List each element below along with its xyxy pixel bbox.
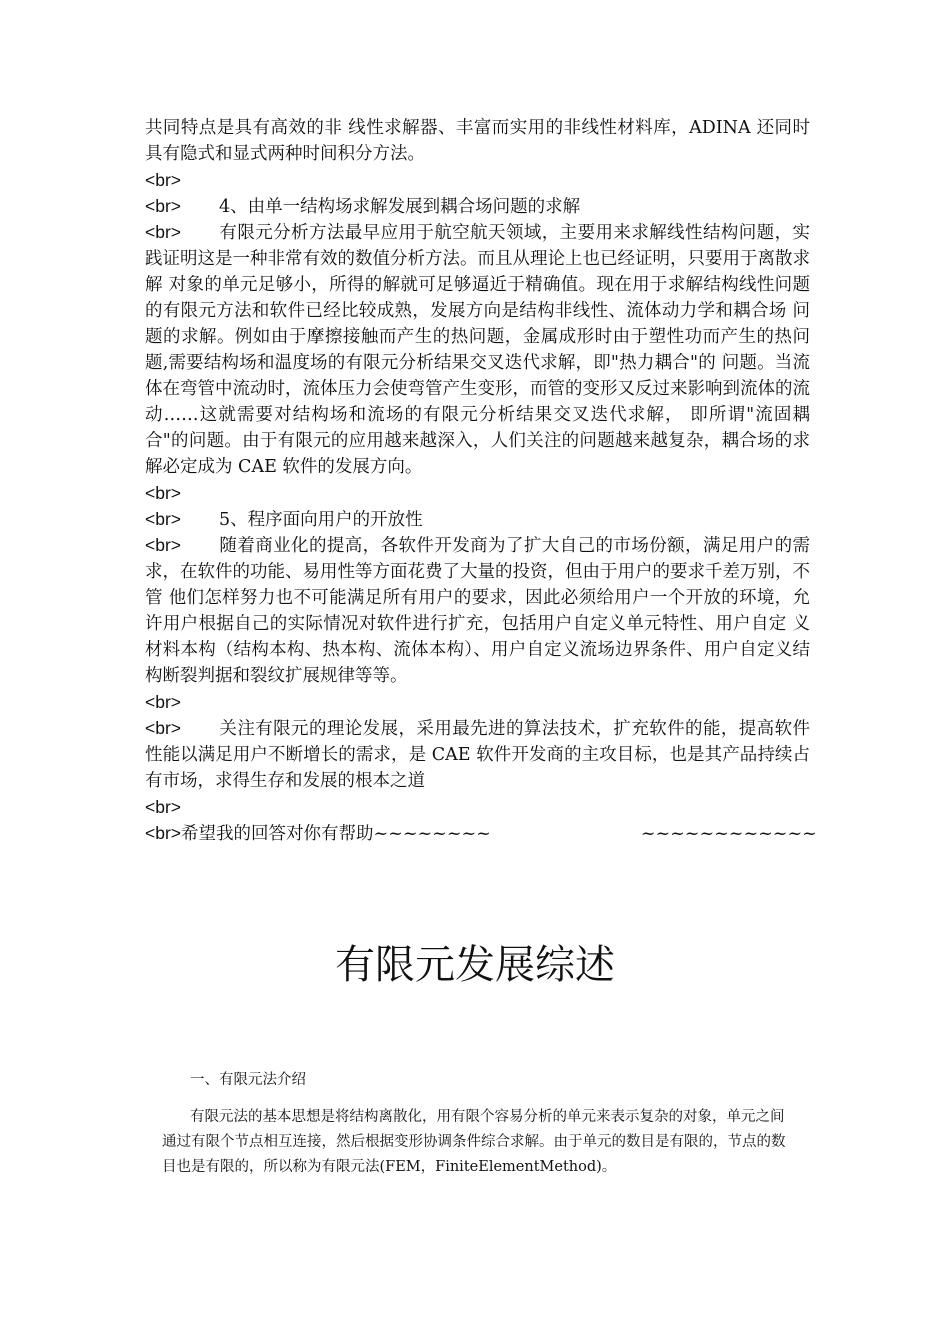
closing-body: 关注有限元的理论发展，采用最先进的算法技术，扩充软件的能，提高软件性能以满足用户不断增长的需求，是 CAE 软件开发商的主攻目标，也是其产品持续占有市场，求得生存和发展的根本之道	[145, 719, 810, 791]
br-line: <br>	[145, 797, 181, 817]
final-text-a: 希望我的回答对你有帮助~~~~~~~~	[181, 824, 491, 844]
item-4-title: 4、由单一结构场求解发展到耦合场问题的求解	[219, 197, 581, 217]
answer-text-block	[145, 115, 817, 846]
br-line: <br>	[145, 692, 181, 712]
document-title: 有限元发展综述	[335, 942, 615, 988]
final-text-b: ~~~~~~~~~~~~	[640, 824, 817, 844]
section-1-heading: 一、有限元法介绍	[190, 1072, 306, 1088]
item-5-paragraph: <br> 随着商业化的提高，各软件开发商为了扩大自己的市场份额，满足用户的需求，在软件的功能、易用性等方面花费了大量的投资，但由于用户的要求千差万别，不管 他们怎样努力也不可能满足所有用户的要求，因此必须给用户一个开放的环境，允许用户根据自己的实际情况对软件进行扩充，包括用户自定义单元特性、用户自定 义材料本构（结构本构、热本构、流体本构）、用户自定义流场边界条件、用户自定义结构断裂判据和裂纹扩展规律等等。	[145, 535, 810, 686]
closing-paragraph: <br> 关注有限元的理论发展，采用最先进的算法技术，扩充软件的能，提高软件性能以满足用户不断增长的需求，是 CAE 软件开发商的主攻目标，也是其产品持续占有市场，求得生存和发展的根本之道	[145, 718, 810, 791]
item-5-body: 随着商业化的提高，各软件开发商为了扩大自己的市场份额，满足用户的需求，在软件的功能、易用性等方面花费了大量的投资，但由于用户的要求千差万别，不管 他们怎样努力也不可能满足所有用户的要求，因此必须给用户一个开放的环境，允许用户根据自己的实际情况对软件进行扩充，包括用户自定义单元特性、用户自定 义材料本构（结构本构、热本构、流体本构）、用户自定义流场边界条件、用户自定义结构断裂判据和裂纹扩展规律等等。	[145, 536, 810, 686]
paragraph-intro: 共同特点是具有高效的非 线性求解器、丰富而实用的非线性材料库，ADINA 还同时具有隐式和显式两种时间积分方法。	[145, 118, 810, 164]
item-5-title: 5、程序面向用户的开放性	[219, 510, 423, 530]
item-4-paragraph: <br> 有限元分析方法最早应用于航空航天领域，主要用来求解线性结构问题，实践证明这是一种非常有效的数值分析方法。而且从理论上也已经证明，只要用于离散求解 对象的单元足够小，所得的解就可足够逼近于精确值。现在用于求解结构线性问题的有限元方法和软件已经比较成熟，发展方向是结构非线性、流体动力学和耦合场 问题的求解。例如由于摩擦接触而产生的热问题，金属成形时由于塑性功而产生的热问题,需要结构场和温度场的有限元分析结果交叉迭代求解，即"热力耦合"的 问题。当流体在弯管中流动时，流体压力会使弯管产生变形，而管的变形又反过来影响到流体的流动……这就需要对结构场和流场的有限元分析结果交叉迭代求解， 即所谓"流固耦合"的问题。由于有限元的应用越来越深入，人们关注的问题越来越复杂，耦合场的求解必定成为 CAE 软件的发展方向。	[145, 222, 810, 477]
item-5-heading-line: <br> 5、程序面向用户的开放性	[145, 509, 423, 530]
br-line: <br>	[145, 483, 181, 503]
item-4-body: 有限元分析方法最早应用于航空航天领域，主要用来求解线性结构问题，实践证明这是一种非常有效的数值分析方法。而且从理论上也已经证明，只要用于离散求解 对象的单元足够小，所得的解就可足够逼近于精确值。现在用于求解结构线性问题的有限元方法和软件已经比较成熟，发展方向是结构非线性、流体动力学和耦合场 问题的求解。例如由于摩擦接触而产生的热问题，金属成形时由于塑性功而产生的热问题,需要结构场和温度场的有限元分析结果交叉迭代求解，即"热力耦合"的 问题。当流体在弯管中流动时，流体压力会使弯管产生变形，而管的变形又反过来影响到流体的流动……这就需要对结构场和流场的有限元分析结果交叉迭代求解， 即所谓"流固耦合"的问题。由于有限元的应用越来越深入，人们关注的问题越来越复杂，耦合场的求解必定成为 CAE 软件的发展方向。	[145, 223, 810, 477]
br-line: <br>	[145, 170, 181, 190]
item-4-heading-line: <br> 4、由单一结构场求解发展到耦合场问题的求解	[145, 196, 581, 217]
section-1-body: 有限元法的基本思想是将结构离散化，用有限个容易分析的单元来表示复杂的对象，单元之间通过有限个节点相互连接，然后根据变形协调条件综合求解。由于单元的数目是有限的，节点的数目也是有限的，所以称为有限元法(FEM，FiniteElementMethod)。	[162, 1109, 786, 1175]
final-line: <br>希望我的回答对你有帮助~~~~~~~~ ~~~~~~~~~~~~	[145, 823, 817, 844]
